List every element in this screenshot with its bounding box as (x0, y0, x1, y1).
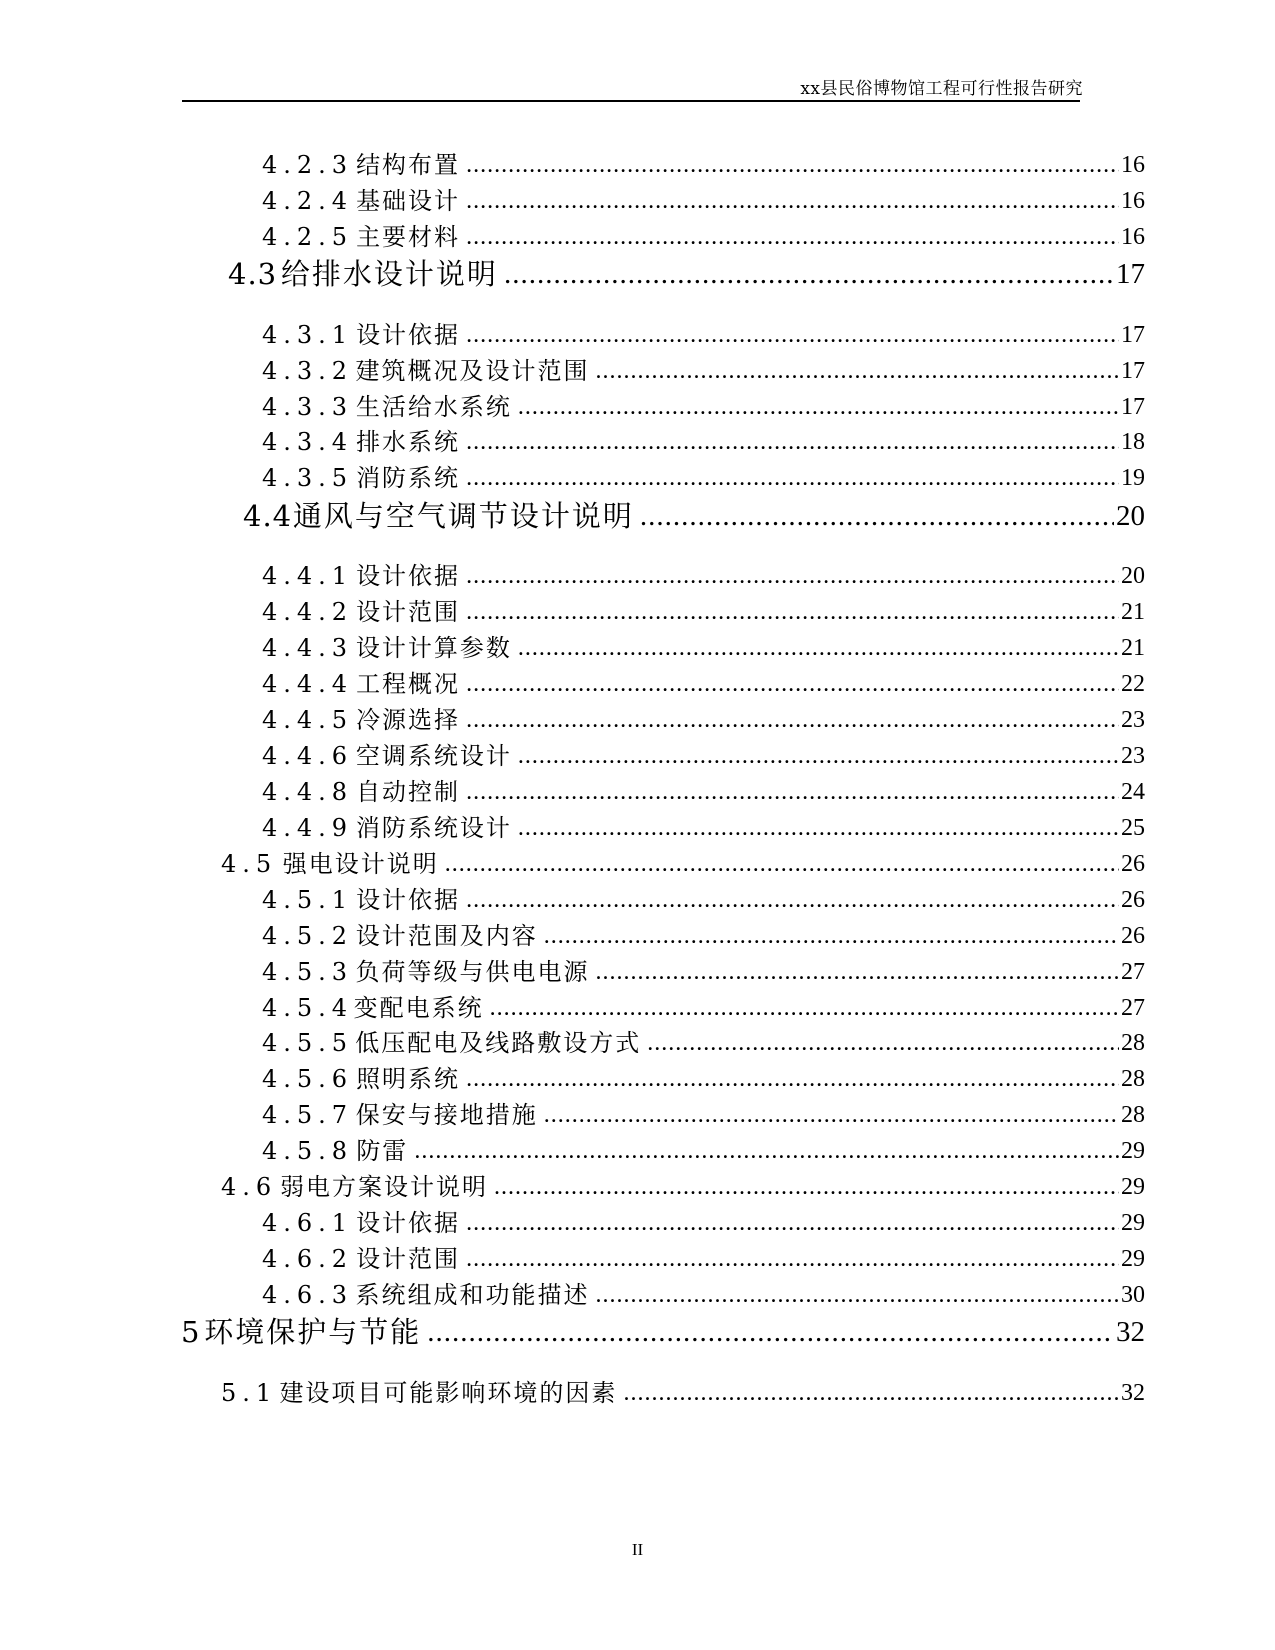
toc-title: 生活给水系统 (355, 393, 512, 421)
toc-entry[interactable] (262, 1274, 1145, 1310)
toc-number: 4.6.2 (262, 1245, 354, 1273)
toc-page-number: 20 (1121, 563, 1145, 589)
toc-page-number: 23 (1121, 743, 1145, 769)
leader-dots (504, 256, 1114, 292)
toc-entry[interactable] (262, 591, 1145, 627)
leader-dots (544, 921, 1119, 951)
toc-number: 4.4.1 (262, 562, 354, 590)
toc-number: 4.4.6 (262, 742, 354, 770)
toc-title: 设计范围 (356, 598, 461, 626)
toc-entry[interactable] (228, 252, 1145, 292)
toc-title: 通风与空气调节设计说明 (292, 499, 634, 533)
leader-dots (595, 957, 1119, 987)
toc-number: 4.5.2 (262, 922, 354, 950)
leader-dots (466, 777, 1119, 807)
toc-number: 4.2.5 (262, 223, 354, 251)
leader-dots (494, 1172, 1119, 1202)
toc-page-number: 17 (1121, 322, 1145, 348)
toc-page-number: 26 (1121, 923, 1145, 949)
toc-page-number: 21 (1121, 635, 1145, 661)
toc-number: 4.3.3 (262, 393, 354, 421)
toc-entry[interactable] (262, 457, 1145, 493)
toc-number: 4.5 (221, 850, 278, 878)
toc-page-number: 28 (1121, 1102, 1145, 1128)
toc-entry[interactable] (262, 216, 1145, 252)
toc-number: 4.4.5 (262, 706, 354, 734)
toc-number: 4.4.2 (262, 598, 354, 626)
page-number-footer: II (631, 1540, 644, 1559)
toc-entry[interactable] (262, 1058, 1145, 1094)
toc-title: 设计范围及内容 (355, 922, 538, 950)
toc-entry[interactable] (262, 555, 1145, 591)
toc-page-number: 19 (1121, 465, 1145, 491)
toc-entry[interactable] (262, 1238, 1145, 1274)
toc-number: 4.3.2 (262, 357, 354, 385)
toc-page-number: 18 (1121, 429, 1145, 455)
toc-title: 负荷等级与供电电源 (355, 958, 590, 986)
leader-dots (544, 1100, 1119, 1130)
toc-title: 保安与接地措施 (355, 1101, 538, 1129)
toc-title: 弱电方案设计说明 (280, 1173, 489, 1201)
toc-page-number: 16 (1121, 152, 1145, 178)
toc-number: 4.3.1 (262, 321, 354, 349)
toc-title: 消防系统 (356, 464, 461, 492)
toc-entry[interactable] (262, 951, 1145, 987)
toc-title: 环境保护与节能 (204, 1315, 422, 1349)
toc-title: 空调系统设计 (355, 742, 512, 770)
toc-page-number: 17 (1116, 258, 1145, 290)
toc-entry[interactable] (262, 180, 1145, 216)
toc-number: 4.4.9 (262, 814, 354, 842)
toc-number: 4.5.3 (262, 958, 354, 986)
toc-page-number: 24 (1121, 779, 1145, 805)
toc-title: 强电设计说明 (282, 850, 439, 878)
toc-number: 4.4.3 (262, 634, 354, 662)
toc-page-number: 27 (1121, 995, 1145, 1021)
toc-number: 4.5.5 (262, 1029, 354, 1057)
toc-page-number: 32 (1121, 1380, 1145, 1406)
leader-dots (518, 633, 1119, 663)
toc-number: 4.5.7 (262, 1101, 354, 1129)
leader-dots (623, 1378, 1119, 1408)
leader-dots (647, 1028, 1119, 1058)
toc-title: 变配电系统 (353, 994, 484, 1022)
toc-entry[interactable] (221, 843, 1145, 879)
toc-page-number: 21 (1121, 599, 1145, 625)
toc-number: 5.1 (221, 1379, 278, 1407)
toc-title: 设计依据 (356, 562, 461, 590)
toc-title: 给排水设计说明 (280, 257, 498, 291)
toc-entry[interactable] (262, 771, 1145, 807)
toc-entry[interactable] (262, 421, 1145, 457)
toc-entry[interactable] (262, 314, 1145, 350)
toc-entry[interactable] (262, 627, 1145, 663)
toc-number: 4.2.3 (262, 151, 354, 179)
toc-page-number: 22 (1121, 671, 1145, 697)
toc-page-number: 29 (1121, 1138, 1145, 1164)
leader-dots (466, 222, 1119, 252)
toc-entry[interactable] (221, 1372, 1145, 1408)
toc-page-number: 23 (1121, 707, 1145, 733)
running-header: xx县民俗博物馆工程可行性报告研究 (800, 79, 1083, 99)
toc-title: 冷源选择 (356, 706, 461, 734)
toc-number: 5 (181, 1315, 200, 1349)
toc-entry[interactable] (262, 699, 1145, 735)
leader-dots (466, 463, 1119, 493)
toc-page-number: 32 (1116, 1316, 1145, 1348)
toc-number: 4.2.4 (262, 187, 354, 215)
toc-title: 建筑概况及设计范围 (355, 357, 590, 385)
leader-dots (466, 1208, 1119, 1238)
leader-dots (595, 1280, 1119, 1310)
leader-dots (466, 427, 1119, 457)
leader-dots (595, 356, 1119, 386)
toc-title: 设计范围 (356, 1245, 461, 1273)
toc-entry[interactable] (262, 144, 1145, 180)
toc-number: 4.3 (228, 257, 278, 291)
toc-number: 4.6.1 (262, 1209, 354, 1237)
toc-number: 4.5.1 (262, 886, 354, 914)
toc-entry[interactable] (262, 915, 1145, 951)
toc-title: 结构布置 (356, 151, 461, 179)
toc-entry[interactable] (181, 1310, 1145, 1350)
toc-page-number: 29 (1121, 1174, 1145, 1200)
leader-dots (518, 392, 1119, 422)
toc-page-number: 17 (1121, 358, 1145, 384)
toc-entry[interactable] (262, 350, 1145, 386)
toc-title: 设计计算参数 (355, 634, 512, 662)
toc-title: 工程概况 (356, 670, 461, 698)
toc-page-number: 29 (1121, 1210, 1145, 1236)
leader-dots (466, 320, 1119, 350)
toc-page-number: 26 (1121, 851, 1145, 877)
toc-entry[interactable] (262, 1202, 1145, 1238)
toc-number: 4.4 (243, 499, 293, 533)
leader-dots (466, 1244, 1119, 1274)
leader-dots (466, 885, 1119, 915)
toc-entry[interactable] (262, 879, 1145, 915)
leader-dots (466, 561, 1119, 591)
toc-number: 4.3.4 (262, 428, 354, 456)
toc-title: 基础设计 (356, 187, 461, 215)
toc-title: 主要材料 (356, 223, 461, 251)
leader-dots (414, 1136, 1119, 1166)
toc-title: 防雷 (356, 1137, 409, 1165)
toc-page-number: 27 (1121, 959, 1145, 985)
toc-page-number: 16 (1121, 188, 1145, 214)
toc-entry[interactable] (243, 494, 1145, 534)
toc-title: 消防系统设计 (355, 814, 512, 842)
leader-dots (466, 150, 1119, 180)
toc-number: 4.5.4 (262, 994, 354, 1022)
leader-dots (518, 741, 1119, 771)
toc-title: 自动控制 (356, 778, 461, 806)
leader-dots (445, 849, 1119, 879)
leader-dots (466, 597, 1119, 627)
toc-number: 4.3.5 (262, 464, 354, 492)
toc-title: 排水系统 (356, 428, 461, 456)
toc-page-number: 16 (1121, 224, 1145, 250)
toc-title: 建设项目可能影响环境的因素 (279, 1379, 618, 1407)
toc-entry[interactable] (262, 1022, 1145, 1058)
leader-dots (466, 705, 1119, 735)
leader-dots (427, 1314, 1114, 1350)
toc-entry[interactable] (262, 807, 1145, 843)
toc-number: 4.5.8 (262, 1137, 354, 1165)
leader-dots (466, 186, 1119, 216)
toc-entry[interactable] (262, 1130, 1145, 1166)
toc-page-number: 29 (1121, 1246, 1145, 1272)
toc-number: 4.4.4 (262, 670, 354, 698)
leader-dots (640, 498, 1114, 534)
toc-entry[interactable] (221, 1166, 1145, 1202)
toc-number: 4.6 (221, 1173, 278, 1201)
toc-title: 设计依据 (356, 886, 461, 914)
toc-page-number: 25 (1121, 815, 1145, 841)
leader-dots (518, 813, 1119, 843)
toc-entry[interactable] (262, 663, 1145, 699)
toc-page-number: 20 (1116, 500, 1145, 532)
toc-page-number: 26 (1121, 887, 1145, 913)
toc-title: 低压配电及线路敷设方式 (355, 1029, 642, 1057)
toc-title: 照明系统 (356, 1065, 461, 1093)
leader-dots (466, 1064, 1119, 1094)
toc-title: 设计依据 (356, 321, 461, 349)
toc-page-number: 28 (1121, 1030, 1145, 1056)
toc-page-number: 30 (1121, 1282, 1145, 1308)
toc-entry[interactable] (262, 1094, 1145, 1130)
toc-number: 4.4.8 (262, 778, 354, 806)
toc-entry[interactable] (262, 987, 1145, 1023)
toc-entry[interactable] (262, 735, 1145, 771)
toc-title: 系统组成和功能描述 (355, 1281, 590, 1309)
toc-entry[interactable] (262, 386, 1145, 422)
toc-page-number: 28 (1121, 1066, 1145, 1092)
leader-dots (466, 669, 1119, 699)
toc-number: 4.5.6 (262, 1065, 354, 1093)
toc-page-number: 17 (1121, 394, 1145, 420)
toc-title: 设计依据 (356, 1209, 461, 1237)
toc-number: 4.6.3 (262, 1281, 354, 1309)
leader-dots (490, 993, 1119, 1023)
